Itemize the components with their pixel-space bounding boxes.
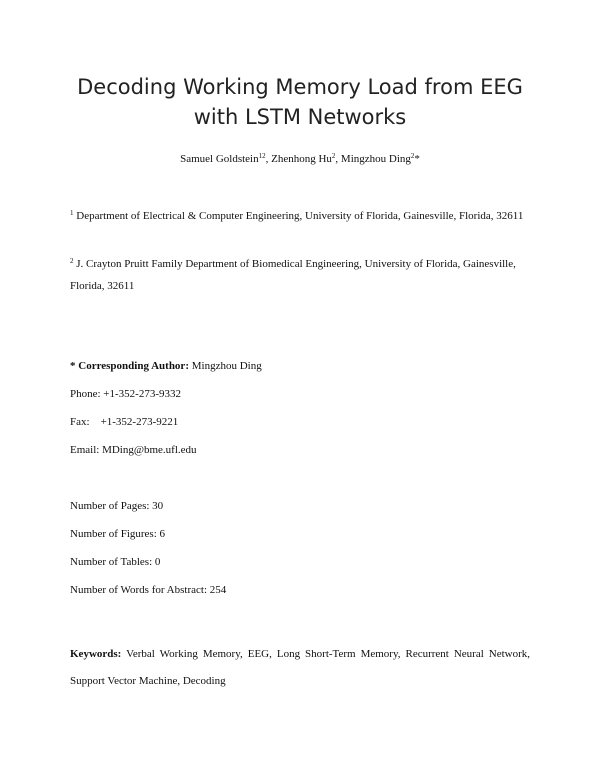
corresponding-label: * Corresponding Author:: [70, 360, 189, 372]
abstract-words-count: Number of Words for Abstract: 254: [70, 584, 227, 596]
affiliation-1-num: 1: [70, 209, 74, 217]
fax-label: Fax:: [70, 416, 90, 428]
paper-title: [0, 72, 600, 132]
corresponding-name: Mingzhou Ding: [191, 360, 262, 372]
corresponding-author: [70, 359, 262, 373]
tables-count: Number of Tables: 0: [70, 556, 161, 568]
affiliation-2-num: 2: [70, 257, 74, 265]
affiliation-2-text: J. Crayton Pruitt Family Department of Biomedical Engineering, University of Florida, Gainesville, Florida, 32611: [70, 258, 516, 292]
title-line-2: with LSTM Networks: [193, 105, 407, 129]
phone-line: Phone: +1-352-273-9332: [70, 388, 181, 400]
fax-value: +1-352-273-9221: [100, 416, 179, 428]
email-line: Email: MDing@bme.ufl.edu: [70, 444, 197, 456]
affiliation-1-text: Department of Electrical & Computer Engineering, University of Florida, Gainesville, Florida, 32611: [76, 210, 524, 222]
author-2: Zhenhong Hu: [271, 153, 332, 165]
keywords-text: Verbal Working Memory, EEG, Long Short-Term Memory, Recurrent Neural Network, Support Vector Machine, Decoding: [70, 648, 530, 687]
author-3-affil: 2: [410, 152, 415, 160]
fax-line: [70, 415, 178, 429]
keywords-label: Keywords:: [70, 648, 122, 660]
author-2-affil: 2: [331, 152, 336, 160]
affiliation-1: [70, 202, 530, 227]
author-1-affil: 12: [258, 152, 266, 160]
keywords: [70, 641, 530, 695]
affiliation-2: [70, 250, 530, 297]
author-1: Samuel Goldstein: [180, 153, 259, 165]
author-3: Mingzhou Ding: [340, 153, 411, 165]
author-list: Samuel Goldstein$^{12}$, Zhenhong Hu$^2$, Mingzhou Ding$^2$*: [180, 152, 420, 165]
title-line-1: Decoding Working Memory Load from EEG: [77, 75, 523, 99]
pages-count: Number of Pages: 30: [70, 500, 164, 512]
corresponding-mark: *: [414, 153, 420, 165]
figures-count: Number of Figures: 6: [70, 528, 166, 540]
